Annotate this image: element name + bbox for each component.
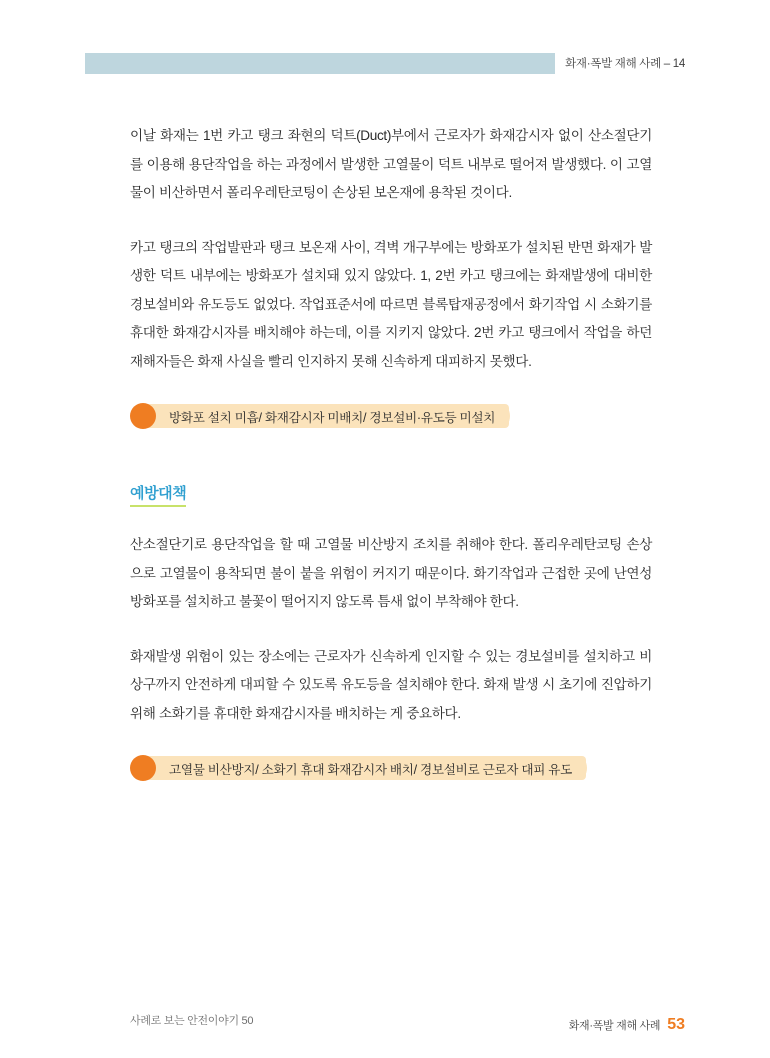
bullet-dot-icon	[130, 755, 156, 781]
page-content	[130, 122, 652, 782]
page-section-title: 예방대책	[130, 482, 186, 507]
page-header	[85, 52, 685, 74]
prevention-paragraph-1: 산소절단기로 용단작업을 할 때 고열물 비산방지 조치를 취해야 한다. 폴리우레탄코팅 손상으로 고열물이 용착되면 불이 붙을 위험이 커지기 때문이다. 화기작업과 근접한 곳에 난연성 방화포를 설치하고 불꽃이 떨어지지 않도록 틈새 없이 부착해야 한다.	[130, 537, 652, 609]
footer-page-info	[569, 1016, 685, 1034]
paragraph-2: 카고 탱크의 작업발판과 탱크 보온재 사이, 격벽 개구부에는 방화포가 설치된 반면 화재가 발생한 덕트 내부에는 방화포가 설치돼 있지 않았다. 1, 2번 카고 탱크에는 화재발생에 대비한 경보설비와 유도등도 없었다. 작업표준서에 따르면 블록탑재공정에서 화기작업 시 소화기를 휴대한 화재감시자를 배치해야 하는데, 이를 지키지 않았다. 2번 카고 탱크에서 작업을 하던 재해자들은 화재 사실을 빨리 인지하지 못해 신속하게 대피하지 못했다.	[130, 239, 652, 369]
callout-cause	[130, 402, 652, 430]
header-title: 화재·폭발 재해 사례 – 14	[565, 58, 685, 70]
callout-cause-text: 방화포 설치 미흡/ 화재감시자 미배치/ 경보설비·유도등 미설치	[143, 404, 509, 428]
callout-prevention-text: 고열물 비산방지/ 소화기 휴대 화재감시자 배치/ 경보설비로 근로자 대피 유도	[143, 756, 586, 780]
footer-book-title: 사례로 보는 안전이야기 50	[130, 1015, 254, 1027]
callout-prevention	[130, 754, 652, 782]
page-number: 53	[667, 1016, 685, 1033]
prevention-paragraph-2: 화재발생 위험이 있는 장소에는 근로자가 신속하게 인지할 수 있는 경보설비를 설치하고 비상구까지 안전하게 대피할 수 있도록 유도등을 설치해야 한다. 화재 발생 시 초기에 진압하기 위해 소화기를 휴대한 화재감시자를 배치하는 게 중요하다.	[130, 648, 652, 721]
bullet-dot-icon	[130, 403, 156, 429]
footer-chapter-label: 화재·폭발 재해 사례	[568, 1020, 661, 1032]
section-heading-wrap	[130, 482, 652, 507]
header-decorative-bar	[85, 53, 555, 74]
paragraph-1: 이날 화재는 1번 카고 탱크 좌현의 덕트(Duct)부에서 근로자가 화재감시자 없이 산소절단기를 이용해 용단작업을 하는 과정에서 발생한 고열물이 덕트 내부로 떨어져 발생했다. 이 고열물이 비산하면서 폴리우레탄코팅이 손상된 보온재에 용착된 것이다.	[130, 128, 652, 200]
